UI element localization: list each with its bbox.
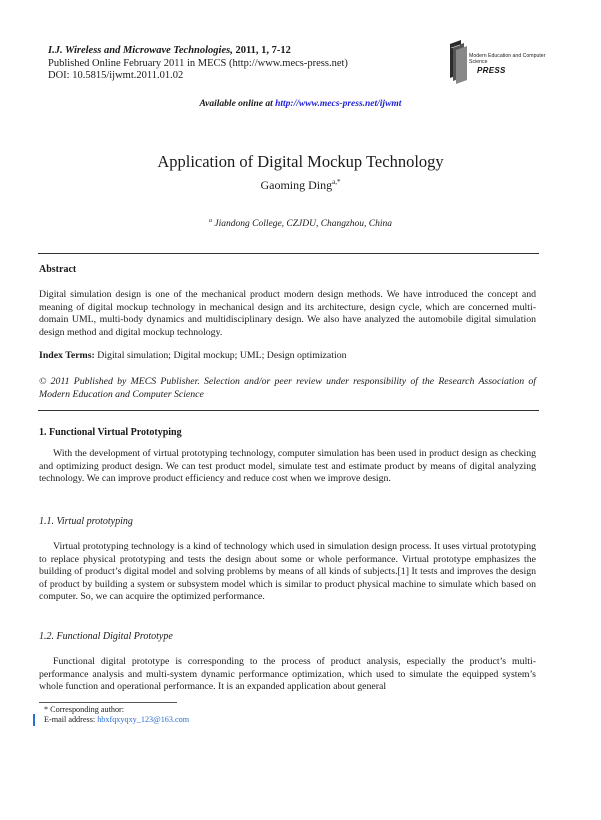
- journal-header: [48, 45, 348, 83]
- section-1-1-heading: 1.1. Virtual prototyping: [39, 516, 133, 527]
- journal-published: Published Online February 2011 in MECS (http://www.mecs-press.net): [48, 57, 348, 69]
- availability-prefix: Available online at: [199, 99, 276, 109]
- author-superscript: a,*: [332, 178, 341, 186]
- index-terms-values: Digital simulation; Digital mockup; UML; Design optimization: [94, 350, 347, 361]
- margin-marker: [33, 714, 35, 726]
- section-1-1-text: Virtual prototyping technology is a kind of technology which used in simulation design process. It uses virtual prototyping to replace physical prototyping and tests the design about some or whole performance. Virtual prototype emphasizes the building of product’s digital model and solving problems by means of all kinds of subjects.[1] It tests and improves the design of product by building a system or subsystem model which is similar to product physical machine to simulate which based on computer. So, we can acquire the optimized performance.: [39, 541, 536, 603]
- affiliation-superscript: a: [209, 218, 212, 224]
- section-1-2-heading: 1.2. Functional Digital Prototype: [39, 631, 173, 642]
- divider-bottom: [38, 410, 539, 411]
- section-1-text: With the development of virtual prototyping technology, computer simulation has been used in product design as checking and optimizing product design. We can test product model, simulate test and estimate product by means of digital analyzing technology. We can improve product efficiency and reduce cost when we improve design.: [39, 448, 536, 485]
- paper-title: Application of Digital Mockup Technology: [157, 152, 444, 171]
- logo-text: Modern Education and Computer Science: [469, 53, 546, 65]
- availability-line: [0, 99, 601, 109]
- section-1-2-text: Functional digital prototype is corresponding to the process of product analysis, especially the product’s multi-performance analysis and multi-system dynamic performance optimization, which used to simulate the equipped system’s whole function and operational performance. It is an expanded application about general: [39, 656, 536, 693]
- abstract-text: Digital simulation design is one of the mechanical product modern design methods. We have introduced the concept and meaning of digital mockup technology in mechanical design and its architecture, design cycle, which are concerned multi-domain UML, multi-body dynamics and multidisciplinary design. We also have analyzed the automobile digital simulation design method and digital mockup technology.: [39, 289, 536, 338]
- footnote-rule: [39, 702, 177, 703]
- email-label: E-mail address:: [44, 715, 98, 724]
- affiliation: [0, 218, 601, 229]
- email-link[interactable]: hbxfqxyqxy_123@163.com: [97, 715, 190, 724]
- section-1-heading: 1. Functional Virtual Prototyping: [39, 427, 182, 438]
- journal-name: I.J. Wireless and Microwave Technologies,: [48, 45, 233, 56]
- index-terms: [39, 350, 536, 363]
- logo-press: PRESS: [477, 66, 506, 75]
- affiliation-text: Jiandong College, CZJDU, Changzhou, China: [212, 219, 392, 230]
- footnote-corresponding: * Corresponding author:: [44, 705, 125, 714]
- divider-top: [38, 253, 539, 254]
- author-name: Gaoming Ding: [260, 178, 333, 192]
- publisher-logo: [447, 40, 557, 84]
- copyright-notice: © 2011 Published by MECS Publisher. Selection and/or peer review under responsibility of the Research Association of Modern Education and Computer Science: [39, 376, 536, 400]
- footnote-email-line: [44, 715, 189, 725]
- author-line: [0, 178, 601, 193]
- abstract-heading: Abstract: [39, 264, 77, 275]
- journal-title: [48, 45, 348, 58]
- journal-doi: DOI: 10.5815/ijwmt.2011.01.02: [48, 70, 184, 81]
- journal-volume: 2011, 1, 7-12: [232, 45, 291, 56]
- index-terms-label: Index Terms:: [39, 350, 95, 361]
- journal-url-link[interactable]: http://www.mecs-press.net/ijwmt: [275, 99, 402, 109]
